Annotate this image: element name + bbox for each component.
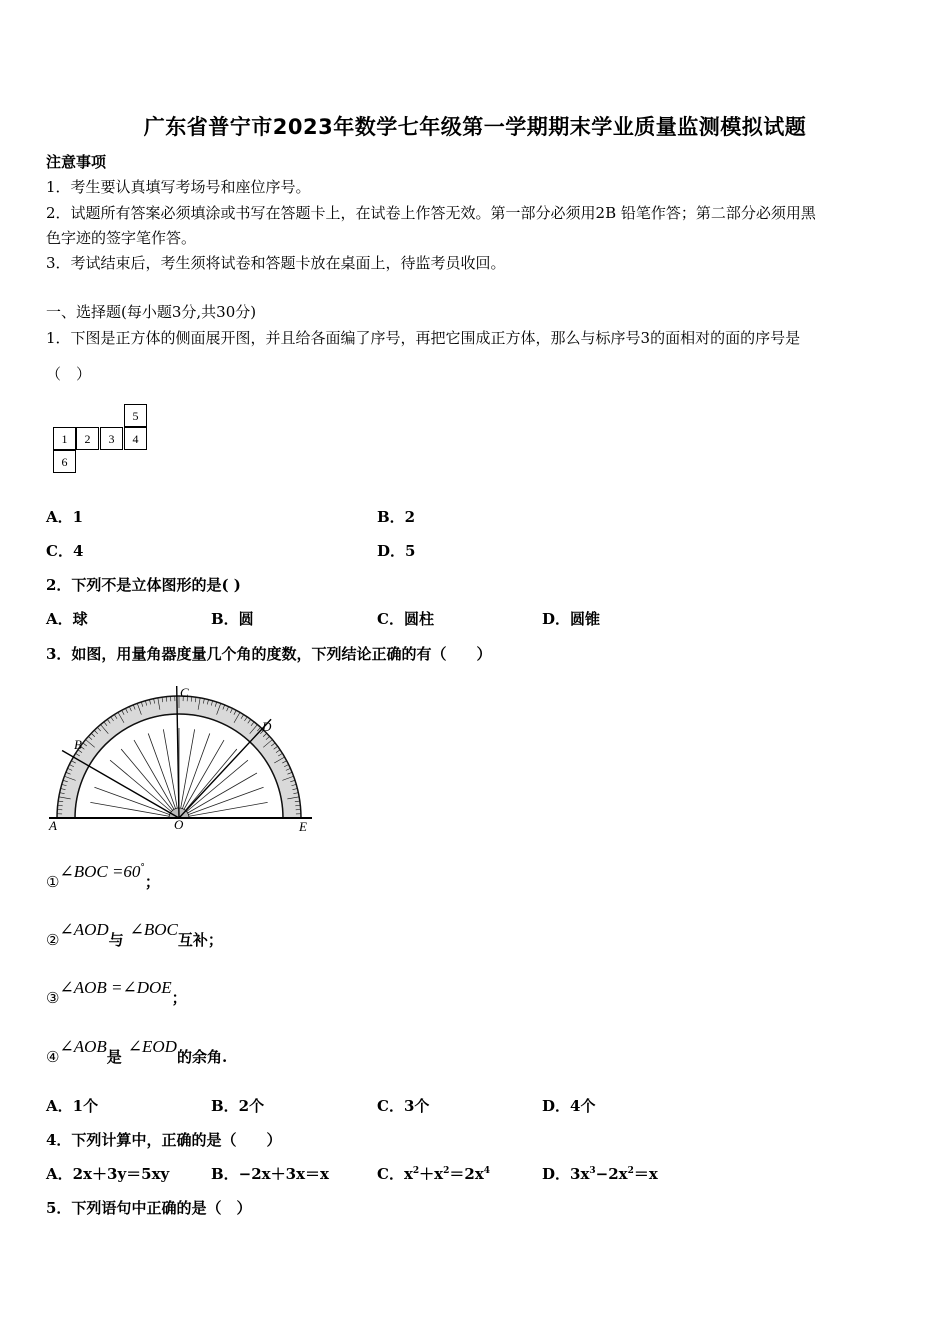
page-title: 广东省普宁市2023年数学七年级第一学期期末学业质量监测模拟试题 bbox=[143, 115, 807, 139]
protractor-drawing bbox=[49, 686, 312, 818]
statement-4-mid: 是 bbox=[106, 1048, 122, 1066]
q4-option-b[interactable]: B．−2x＋3x＝x bbox=[211, 1165, 329, 1183]
statement-2-mark: ② bbox=[46, 931, 60, 949]
section-heading: 一、选择题(每小题3分,共30分) bbox=[46, 303, 257, 321]
statement-1-expr: ∠BOC =60 bbox=[59, 862, 141, 881]
statement-4-tail: 的余角. bbox=[176, 1048, 228, 1066]
question-1-paren: （ ） bbox=[46, 365, 92, 383]
label-d: D bbox=[262, 719, 272, 734]
net-cell-1: 1 bbox=[53, 427, 76, 450]
q4-option-d-label: D． bbox=[542, 1165, 571, 1183]
q4-option-d-term-3: ＝x bbox=[633, 1165, 658, 1183]
statement-2-tail: 互补； bbox=[177, 931, 223, 949]
q3-option-d[interactable]: D．4个 bbox=[542, 1097, 596, 1115]
question-2-text: 2．下列不是立体图形的是( ) bbox=[46, 576, 241, 594]
q4-option-d-term-1: 3x bbox=[570, 1165, 590, 1183]
q3-option-a[interactable]: A．1个 bbox=[46, 1097, 99, 1115]
label-b: B bbox=[74, 737, 82, 752]
protractor-figure bbox=[44, 684, 324, 836]
q4-option-a[interactable]: A．2x＋3y＝5xy bbox=[46, 1165, 170, 1183]
q4-option-c-term-2: ＋x bbox=[419, 1165, 444, 1183]
q2-option-b[interactable]: B．圆 bbox=[211, 610, 254, 628]
question-4-text: 4．下列计算中，正确的是（ ） bbox=[46, 1131, 282, 1149]
q1-option-a[interactable]: A．1 bbox=[46, 508, 84, 526]
q4-option-c[interactable] bbox=[377, 1165, 490, 1183]
q4-option-d[interactable] bbox=[542, 1165, 658, 1183]
q2-option-a[interactable]: A．球 bbox=[46, 610, 88, 628]
statement-1-mark: ① bbox=[46, 873, 60, 891]
statement-1-tail: ； bbox=[144, 873, 160, 891]
notice-item-1: 1．考生要认真填写考场号和座位序号。 bbox=[46, 178, 311, 196]
net-cell-3: 3 bbox=[100, 427, 123, 450]
q3-option-b[interactable]: B．2个 bbox=[211, 1097, 265, 1115]
statement-3-expr: ∠AOB =∠DOE bbox=[59, 978, 172, 997]
q4-option-c-term-1: x bbox=[403, 1165, 413, 1183]
label-a: A bbox=[49, 818, 57, 833]
statement-2-mid: 与 bbox=[108, 931, 124, 949]
net-cell-6: 6 bbox=[53, 450, 76, 473]
q3-option-c[interactable]: C．3个 bbox=[377, 1097, 430, 1115]
q4-option-c-exp-3: 4 bbox=[483, 1166, 491, 1176]
statement-2-expr-1: ∠AOD bbox=[59, 920, 109, 939]
statement-4-mark: ④ bbox=[46, 1048, 60, 1066]
statement-3-mark: ③ bbox=[46, 989, 60, 1007]
statement-2-expr-2: ∠BOC bbox=[129, 920, 178, 939]
q1-option-c[interactable]: C．4 bbox=[46, 542, 84, 560]
statement-2 bbox=[46, 920, 223, 949]
q4-option-c-term-3: ＝2x bbox=[449, 1165, 484, 1183]
notice-item-3: 3．考试结束后，考生须将试卷和答题卡放在桌面上，待监考员收回。 bbox=[46, 254, 506, 272]
notice-heading: 注意事项 bbox=[46, 153, 107, 171]
net-cell-4: 4 bbox=[124, 427, 147, 450]
net-cell-2: 2 bbox=[76, 427, 99, 450]
q2-option-d[interactable]: D．圆锥 bbox=[542, 610, 601, 628]
statement-3 bbox=[46, 978, 187, 1007]
ray-od bbox=[179, 719, 271, 818]
question-5-text: 5．下列语句中正确的是（ ） bbox=[46, 1199, 252, 1217]
statement-4-expr-2: ∠EOD bbox=[127, 1037, 177, 1056]
q4-option-d-exp-2: 2 bbox=[627, 1166, 634, 1176]
notice-item-2: 2．试题所有答案必须填涂或书写在答题卡上，在试卷上作答无效。第一部分必须用2B 铅笔作答；第二部分必须用黑 bbox=[46, 204, 816, 222]
notice-item-2-cont: 色字迹的签字笔作答。 bbox=[46, 229, 197, 247]
label-e: E bbox=[299, 819, 307, 834]
q4-option-c-exp-1: 2 bbox=[412, 1166, 420, 1176]
statement-1 bbox=[46, 862, 160, 891]
question-3-text: 3．如图，用量角器度量几个角的度数，下列结论正确的有（ ） bbox=[46, 645, 492, 663]
label-c: C bbox=[180, 685, 189, 700]
cube-net-figure bbox=[53, 404, 149, 476]
statement-4 bbox=[46, 1037, 228, 1066]
statement-3-tail: ； bbox=[171, 989, 187, 1007]
q1-option-b[interactable]: B．2 bbox=[377, 508, 416, 526]
statement-1-degree: ° bbox=[140, 863, 145, 873]
question-1-text: 1．下图是正方体的侧面展开图，并且给各面编了序号，再把它围成正方体，那么与标序号3的面相对的面的序号是 bbox=[46, 329, 801, 347]
q4-option-c-exp-2: 2 bbox=[443, 1166, 450, 1176]
q4-option-d-term-2: −2x bbox=[595, 1165, 628, 1183]
q2-option-c[interactable]: C．圆柱 bbox=[377, 610, 434, 628]
q1-option-d[interactable]: D．5 bbox=[377, 542, 416, 560]
label-o: O bbox=[174, 817, 184, 832]
net-cell-5: 5 bbox=[124, 404, 147, 427]
statement-4-expr-1: ∠AOB bbox=[59, 1037, 107, 1056]
q4-option-c-label: C． bbox=[377, 1165, 404, 1183]
q4-option-d-exp-1: 3 bbox=[589, 1166, 596, 1176]
